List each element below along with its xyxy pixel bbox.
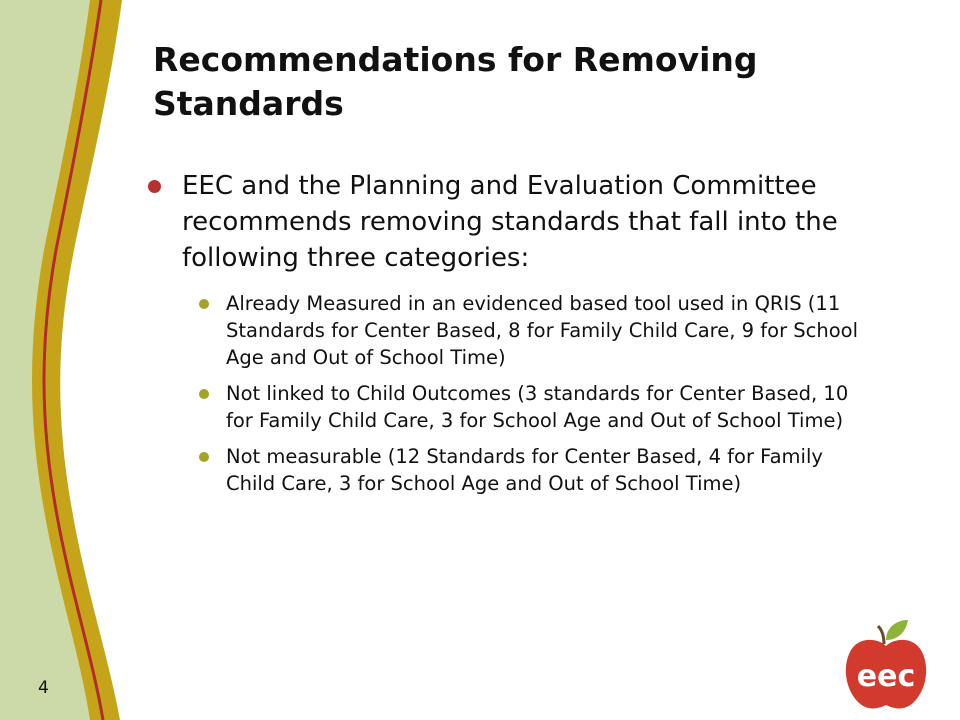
page-number: 4: [38, 678, 49, 698]
sub-bullet-item: [182, 443, 860, 497]
bullet-dot-icon: [148, 180, 161, 193]
logo-text: eec: [856, 659, 916, 694]
sub-bullet-text: Not linked to Child Outcomes (3 standards for Center Based, 10 for Family Child Care, 3 for School Age and Out of School Time): [226, 382, 849, 432]
sub-bullet-item: [182, 380, 860, 434]
sub-bullet-dot-icon: [199, 389, 209, 399]
sub-bullet-list: [182, 290, 860, 497]
sub-bullet-dot-icon: [199, 452, 209, 462]
sub-bullet-text: Already Measured in an evidenced based tool used in QRIS (11 Standards for Center Based, 8 for Family Child Care, 9 for School Age and Out of School Time): [226, 292, 859, 369]
main-bullet-text: EEC and the Planning and Evaluation Committee recommends removing standards that fall into the following three categories:: [182, 171, 838, 273]
leaf-icon: [886, 620, 908, 640]
sub-bullet-dot-icon: [199, 299, 209, 309]
bullet-list: [140, 168, 860, 506]
main-bullet-item: [140, 168, 860, 497]
slide-title: Recommendations for Removing Standards: [153, 40, 758, 123]
sub-bullet-text: Not measurable (12 Standards for Center Based, 4 for Family Child Care, 3 for School Age and Out of School Time): [226, 445, 823, 495]
eec-apple-logo: [842, 618, 930, 712]
stem-icon: [878, 626, 884, 644]
sub-bullet-item: [182, 290, 860, 371]
